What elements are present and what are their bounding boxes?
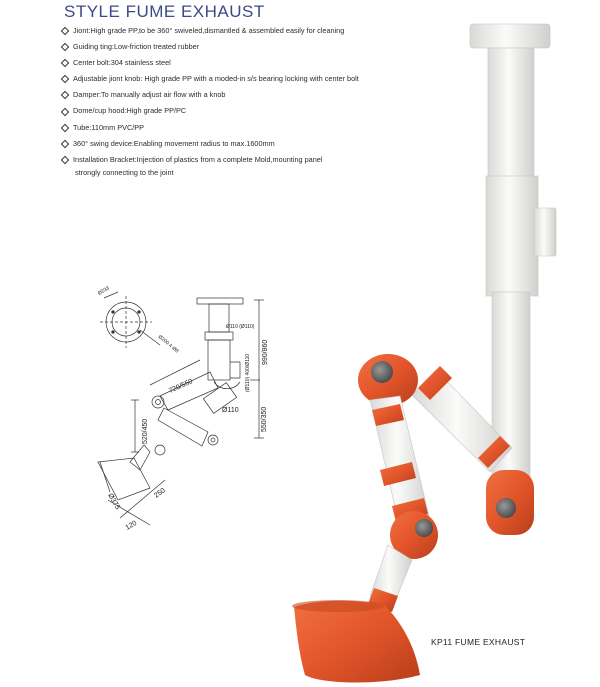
dim-arm-length: 720/550 — [167, 378, 194, 395]
dim-lower-height: 550/350 — [261, 406, 268, 432]
spec-item: Adjustable jiont knob: High grade PP with a moded-in s/s bearing locking with center bolt — [62, 73, 359, 89]
spec-item: 360° swing device:Enabling movement radius to max.1600mm — [62, 138, 359, 154]
spec-item: Installation Bracket:Injection of plastics from a complete Mold,mounting panel — [62, 154, 359, 170]
spec-item: Dome/cup hood:High grade PP/PC — [62, 105, 359, 121]
dim-hood-width: 250 — [153, 487, 167, 500]
elevation-drawing — [98, 298, 264, 525]
page-title: STYLE FUME EXHAUST — [64, 2, 265, 21]
flange-plan-view — [100, 292, 160, 348]
spec-item: Damper:To manually adjust air flow with a knob — [62, 89, 359, 105]
dim-height-total: 990/860 — [262, 339, 269, 365]
product-caption: KP11 FUME EXHAUST — [431, 637, 526, 647]
spec-item: Guiding ting:Low-friction treated rubber — [62, 41, 359, 57]
dim-tube-diameter: Ø110 — [222, 407, 239, 414]
dim-hood-diameter: Ø375 — [106, 492, 121, 511]
spec-item-continuation: strongly connecting to the joint — [75, 167, 174, 177]
spec-item: Tube:110mm PVC/PP — [62, 122, 359, 138]
dim-mid-label: (Ø110) 400/Ø110 — [245, 353, 251, 392]
dim-flange-diameter: Ø233 — [97, 285, 111, 297]
dim-arm-height: 520/450 — [142, 418, 149, 444]
dim-upper-tube: Ø110 (Ø110) — [226, 324, 255, 330]
spec-item: Jiont:High grade PP,to be 360° swiveled,dismantled & assembled easily for cleaning — [62, 25, 359, 41]
fume-exhaust-product-image — [292, 24, 556, 683]
dim-bolt-circle: Ø200 4-Ø8 — [156, 333, 180, 355]
dim-hood-depth: 120 — [124, 519, 139, 532]
spec-item: Center bolt:304 stainless steel — [62, 57, 359, 73]
